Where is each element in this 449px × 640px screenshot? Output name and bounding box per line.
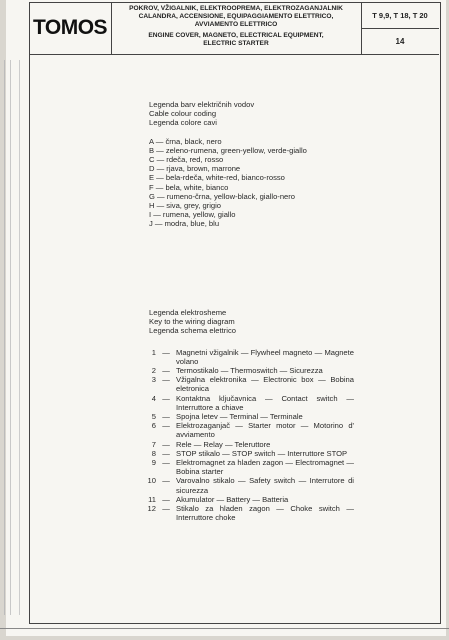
item-text: Akumulator — Battery — Batteria bbox=[176, 494, 289, 504]
key-item bbox=[141, 375, 354, 393]
heading-line: Legenda colore cavi bbox=[149, 118, 217, 128]
item-number: 2 bbox=[151, 366, 156, 376]
item-dash: — bbox=[162, 393, 170, 403]
item-text: Stikalo za hladen zagon — Choke switch — Interruttore choke bbox=[176, 504, 354, 523]
heading-line: Key to the wiring diagram bbox=[149, 317, 235, 327]
title-line-1: POKROV, VŽIGALNIK, ELEKTROOPREMA, ELEKTROZAGANJALNIK bbox=[129, 5, 343, 12]
item-text: Spojna letev — Terminal — Terminale bbox=[176, 412, 303, 422]
item-dash: — bbox=[162, 421, 170, 431]
item-number: 7 bbox=[151, 439, 156, 449]
item-text: STOP stikalo — STOP switch — Interruttore STOP bbox=[176, 448, 348, 458]
heading-line: Legenda schema elettrico bbox=[149, 326, 236, 336]
key-item bbox=[141, 366, 354, 375]
item-text: Elektrozaganjač — Starter motor — Motorino d' avviamento bbox=[176, 421, 354, 440]
logo-cell bbox=[29, 2, 112, 55]
colour-item: A — črna, black, nero bbox=[149, 136, 222, 146]
colour-item: I — rumena, yellow, giallo bbox=[149, 210, 236, 220]
key-item bbox=[141, 449, 354, 458]
item-dash: — bbox=[162, 412, 170, 422]
item-text: Elektromagnet za hladen zagon — Electromagnet — Bobina starter bbox=[176, 458, 354, 477]
key-item bbox=[141, 476, 354, 494]
item-number: 12 bbox=[147, 504, 156, 514]
key-item bbox=[141, 412, 354, 421]
item-number: 3 bbox=[151, 375, 156, 385]
title-block bbox=[29, 2, 441, 55]
heading-line: Legenda elektrosheme bbox=[149, 308, 227, 317]
item-dash: — bbox=[162, 504, 170, 514]
key-item bbox=[141, 504, 354, 522]
brand-logo: TOMOS bbox=[32, 16, 108, 39]
item-text: Kontaktna ključavnica — Contact switch — Interruttore a chiave bbox=[176, 393, 354, 412]
item-dash: — bbox=[162, 458, 170, 468]
key-item bbox=[141, 421, 354, 439]
item-dash: — bbox=[162, 366, 170, 376]
key-item bbox=[141, 495, 354, 504]
item-text: Vžigalna elektronika — Electronic box — Bobina eletronica bbox=[176, 375, 354, 394]
item-dash: — bbox=[162, 494, 170, 504]
item-text: Termostikalo — Thermoswitch — Sicurezza bbox=[176, 366, 323, 376]
key-item bbox=[141, 348, 354, 366]
item-text: Rele — Relay — Teleruttore bbox=[176, 439, 271, 449]
colour-item: D — rjava, brown, marrone bbox=[149, 164, 241, 174]
wiring-diagram-key bbox=[149, 308, 354, 522]
item-number: 1 bbox=[151, 347, 156, 357]
key-item bbox=[141, 394, 354, 412]
item-text: Magnetni vžigalnik — Flywheel magneto — Magnete volano bbox=[176, 347, 354, 366]
colour-item: F — bela, white, bianco bbox=[149, 182, 229, 192]
title-line-2: CALANDRA, ACCENSIONE, EQUIPAGGIAMENTO ELETTRICO, bbox=[138, 13, 334, 21]
title-line-4: ENGINE COVER, MAGNETO, ELECTRICAL EQUIPMENT, bbox=[148, 31, 324, 39]
heading-line: Cable colour coding bbox=[149, 109, 217, 119]
item-number: 8 bbox=[151, 448, 156, 458]
title-line-5: ELECTRIC STARTER bbox=[203, 39, 269, 47]
colour-item: C — rdeča, red, rosso bbox=[149, 155, 224, 165]
item-number: 6 bbox=[151, 421, 156, 431]
item-dash: — bbox=[162, 476, 170, 486]
colour-item: B — zeleno-rumena, green-yellow, verde-giallo bbox=[149, 145, 307, 155]
page-number: 14 bbox=[395, 37, 405, 46]
item-number: 11 bbox=[148, 494, 156, 504]
page-edge-stack bbox=[4, 60, 20, 615]
item-dash: — bbox=[162, 347, 170, 357]
item-number: 5 bbox=[151, 412, 156, 422]
scan-edge bbox=[0, 628, 449, 629]
key-item bbox=[141, 458, 354, 476]
colour-item: J — modra, blue, blu bbox=[149, 219, 220, 229]
item-number: 4 bbox=[151, 393, 156, 403]
cable-colour-legend bbox=[149, 100, 307, 229]
key-heading bbox=[149, 308, 354, 336]
heading-line: Legenda barv električnih vodov bbox=[149, 100, 255, 109]
meta-cell bbox=[361, 2, 439, 55]
colour-item: E — bela-rdeča, white-red, bianco-rosso bbox=[149, 173, 285, 183]
colour-item: G — rumeno-črna, yellow-black, giallo-nero bbox=[149, 191, 296, 201]
colour-list bbox=[149, 137, 307, 229]
item-dash: — bbox=[162, 448, 170, 458]
item-text: Varovalno stikalo — Safety switch — Interrutore di sicurezza bbox=[176, 476, 354, 495]
item-dash: — bbox=[162, 439, 170, 449]
key-item bbox=[141, 440, 354, 449]
title-line-3: AVVIAMENTO ELETTRICO bbox=[194, 21, 278, 29]
key-list bbox=[141, 348, 354, 523]
item-number: 10 bbox=[147, 476, 156, 486]
model-list: T 9,9, T 18, T 20 bbox=[361, 2, 439, 29]
legend-heading bbox=[149, 100, 307, 128]
item-dash: — bbox=[162, 375, 170, 385]
item-number: 9 bbox=[151, 458, 156, 468]
colour-item: H — siva, grey, grigio bbox=[149, 201, 222, 211]
section-title bbox=[111, 2, 362, 55]
